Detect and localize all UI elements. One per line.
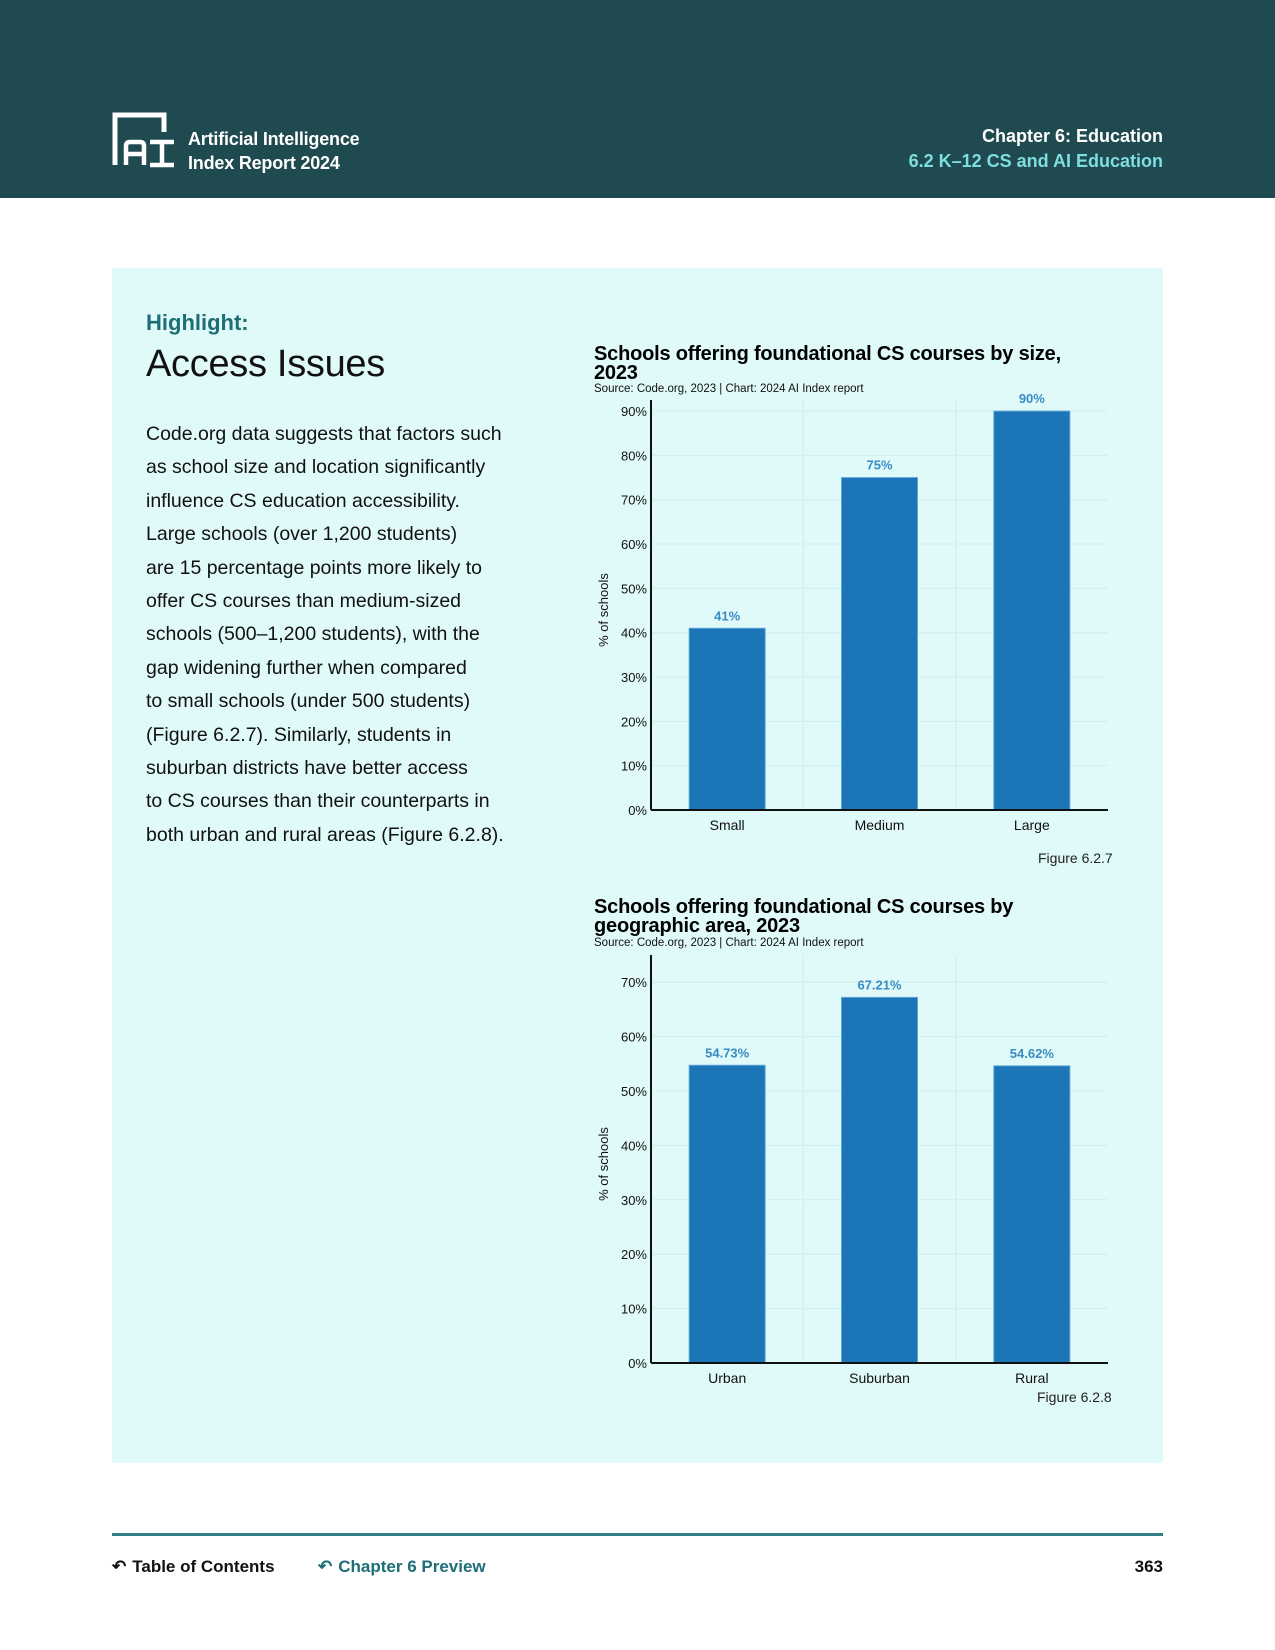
chart-1-ytick-label: 50% [620,581,647,597]
body-line: Large schools (over 1,200 students) [146,523,458,546]
chapter-title[interactable]: Chapter 6: Education [981,126,1163,146]
chart-2-data-label: 54.62% [1009,1045,1054,1061]
chart-2-title-line-2: geographic area, 2023 [594,915,800,937]
body-line: Code.org data suggests that factors such [146,423,502,445]
chart-1-data-label: 90% [1018,391,1045,407]
chart-1-ytick-label: 70% [620,492,647,508]
highlight-title: Access Issues [146,343,385,385]
chart-1-title-line-1: Schools offering foundational CS courses by size, [594,343,1061,365]
chart-2-bar-rural [994,1066,1070,1363]
body-line: schools (500–1,200 students), with the [146,623,480,646]
chart-1-category-label: Medium [854,817,905,833]
chart-2-data-label: 54.73% [705,1045,750,1061]
chart-2-ytick-label: 50% [620,1084,647,1099]
toc-label: Table of Contents [132,1557,275,1576]
chart-1-bar-medium [842,478,918,810]
chart-1-category-label: Large [1013,817,1050,833]
body-line: to small schools (under 500 students) [146,690,471,713]
chart-1-ytick-label: 90% [620,404,647,420]
highlight-label: Highlight: [146,310,249,335]
chart-1-ytick-label: 30% [620,670,647,686]
table-of-contents-link[interactable] [112,1557,275,1577]
section-title[interactable]: 6.2 K–12 CS and AI Education [908,151,1163,171]
body-line: as school size and location significantly [146,456,486,479]
chart-1-bar-large [994,411,1070,810]
chart-2-data-label: 67.21% [857,977,902,993]
chart-2-category-label: Rural [1015,1370,1049,1386]
chart-2-y-axis-label: % of schools [596,1127,611,1201]
chart-2-ytick-label: 0% [628,1356,647,1371]
body-line: gap widening further when compared [146,656,467,679]
chart-1-source: Source: Code.org, 2023 | Chart: 2024 AI Index report [594,383,864,395]
chart-2-source: Source: Code.org, 2023 | Chart: 2024 AI Index report [594,937,864,949]
chart-1-bar-small [689,628,765,810]
chart-2-ytick-label: 70% [620,975,647,991]
body-line: both urban and rural areas (Figure 6.2.8). [146,823,504,846]
chart-2-category-label: Suburban [849,1370,910,1386]
back-arrow-icon: ↶ [112,1557,127,1576]
chart-2-ytick-label: 10% [620,1301,647,1317]
body-line: suburban districts have better access [146,757,468,780]
chart-1-data-label: 75% [866,457,893,473]
body-line: to CS courses than their counterparts in [146,790,490,813]
chart-2-ytick-label: 60% [620,1029,647,1045]
chart-1-title-line-2: 2023 [594,362,638,384]
chart-2-title-line-1: Schools offering foundational CS courses by [594,896,1014,918]
body-line: offer CS courses than medium-sized [146,590,462,613]
chart-1-ytick-label: 0% [628,803,647,818]
brand-line-2: Index Report 2024 [188,153,340,173]
preview-label: Chapter 6 Preview [338,1557,486,1576]
chart-2-category-label: Urban [708,1370,747,1386]
body-line: (Figure 6.2.7). Similarly, students in [146,723,452,746]
footer-divider [112,1533,1163,1536]
chapter-preview-link[interactable] [318,1557,486,1577]
chart-2-figure-label: Figure 6.2.8 [1037,1389,1112,1405]
chart-2-bar-suburban [842,997,918,1363]
chart-1-y-axis-label: % of schools [596,573,611,647]
chart-2-bar-urban [689,1065,765,1363]
chart-1-ytick-label: 60% [620,537,647,553]
body-line: are 15 percentage points more likely to [146,556,483,579]
chart-1-ytick-label: 20% [620,714,647,730]
chart-1-ytick-label: 10% [620,758,647,774]
chart-2-ytick-label: 40% [620,1138,647,1154]
chart-1-ytick-label: 40% [620,625,647,641]
chart-1-ytick-label: 80% [620,448,647,464]
chart-1-data-label: 41% [714,608,741,624]
back-arrow-icon: ↶ [318,1557,333,1576]
chart-1-figure-label: Figure 6.2.7 [1038,850,1113,866]
chart-2-ytick-label: 30% [620,1192,647,1208]
body-line: influence CS education accessibility. [146,489,460,512]
brand-line-1: Artificial Intelligence [188,129,360,149]
chart-2-ytick-label: 20% [620,1247,647,1263]
chart-1-category-label: Small [709,817,745,833]
page-number: 363 [1134,1557,1163,1576]
